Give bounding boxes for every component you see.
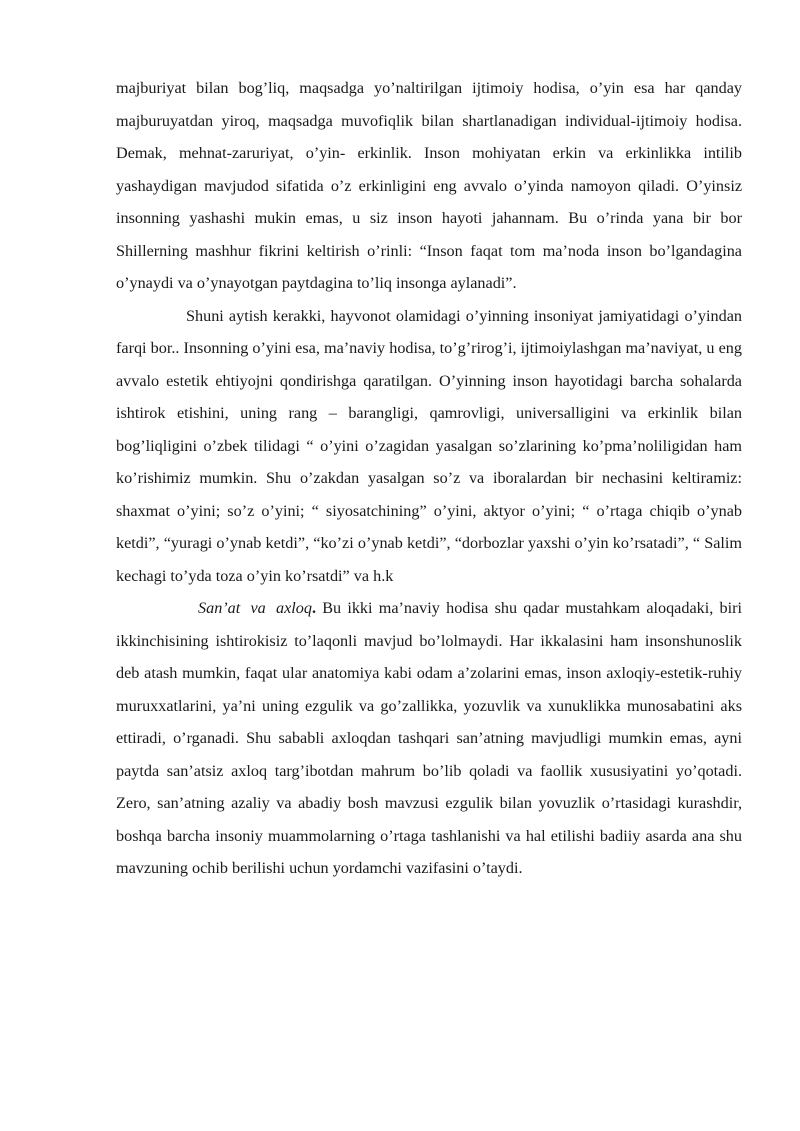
paragraph-3-body: Bu ikki ma’naviy hodisa shu qadar mustahkam aloqadaki, biri ikkinchisining ishtirokisiz to’laqonli mavjud bo’lolmaydi. Har ikkalasini ham insonshunoslik deb atash mumkin, faqat ular anatomiya kabi odam a’zolarini emas, inson axloqiy-estetik-ruhiy muruxxatlarini, ya’ni uning ezgulik va go’zallikka, yozuvlik va xunuklikka munosabatini aks ettiradi, o’rganadi. Shu sababli axloqdan tashqari san’atning mavjudligi mumkin emas, ayni paytda san’atsiz axloq targ’ibotdan mahrum bo’lib qoladi va faollik xususiyatini yo’qotadi. Zero, san’atning azaliy va abadiy bosh mavzusi ezgulik bilan yovuzlik o’rtasidagi kurashdir, boshqa barcha insoniy muammolarning o’rtaga tashlanishi va hal etilishi badiiy asarda ana shu mavzuning ochib berilishi uchun yordamchi vazifasini o’taydi. (116, 599, 742, 877)
section-heading-sanat-va-axloq: San’at va axloq (198, 599, 312, 617)
document-page (116, 72, 742, 885)
paragraph-2: Shuni aytish kerakki, hayvonot olamidagi o’yinning insoniyat jamiyatidagi o’yindan farqi bor.. Insonning o’yini esa, ma’naviy hodisa, to’g’rirog’i, ijtimoiylashgan ma’naviyat, u eng avvalo estetik ehtiyojni qondirishga qaratilgan. O’yinning inson hayotidagi barcha sohalarda ishtirok etishini, uning rang – barangligi, qamrovligi, universalligini va erkinlik bilan bog’liqligini o’zbek tilidagi “ o’yini o’zagidan yasalgan so’zlarining ko’pma’noliligidan ham ko’rishimiz mumkin. Shu o’zakdan yasalgan so’z va iboralardan bir nechasini keltiramiz: shaxmat o’yini; so’z o’yini; “ siyosatchining” o’yini, aktyor o’yini; “ o’rtaga chiqib o’ynab ketdi”, “yuragi o’ynab ketdi”, “ko’zi o’ynab ketdi”, “dorbozlar yaxshi o’yin ko’rsatadi”, “ Salim kechagi to’yda toza o’yin ko’rsatdi” va h.k (116, 306, 742, 585)
section-heading-dot: . (311, 599, 316, 617)
paragraph-3 (116, 592, 742, 885)
paragraph-1: majburiyat bilan bog’liq, maqsadga yo’naltirilgan ijtimoiy hodisa, o’yin esa har qanday majburuyatdan yiroq, maqsadga muvofiqlik bilan shartlanadigan individual-ijtimoiy hodisa. Demak, mehnat-zaruriyat, o’yin- erkinlik. Inson mohiyatan erkin va erkinlikka intilib yashaydigan mavjudod sifatida o’z erkinligini eng avvalo o’yinda namoyon qiladi. O’yinsiz insonning yashashi mukin emas, u siz inson hayoti jahannam. Bu o’rinda yana bir bor Shillerning mashhur fikrini keltirish o’rinli: “Inson faqat tom ma’noda inson bo’lgandagina o’ynaydi va o’ynayotgan paytdagina to’liq insonga aylanadi”. (116, 79, 742, 292)
